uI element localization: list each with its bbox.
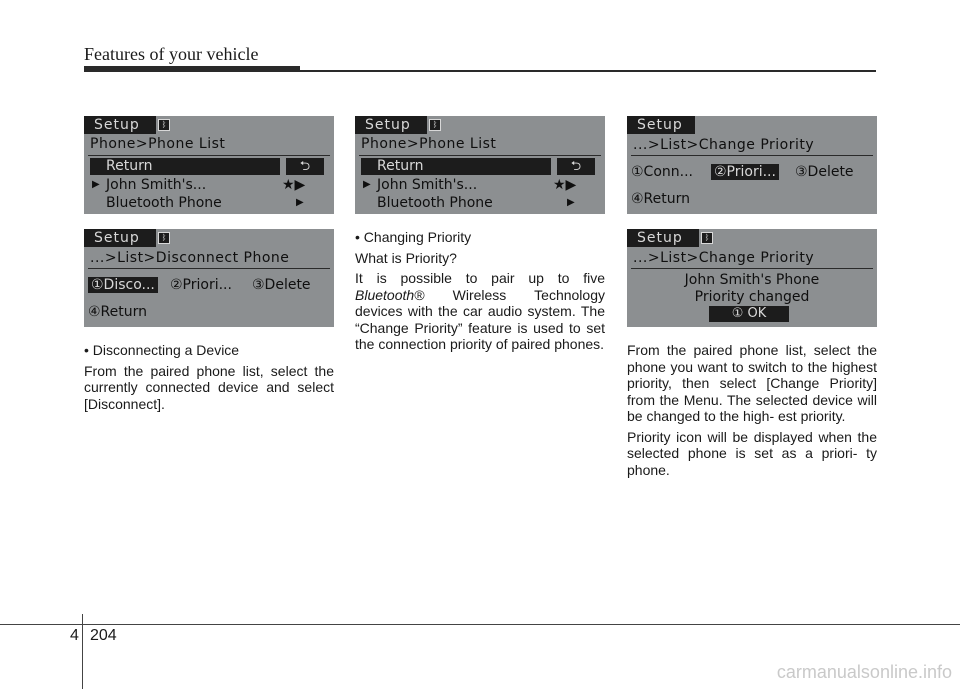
- column-2-text: [355, 229, 605, 357]
- screen-title: ...>List>Disconnect Phone: [90, 250, 290, 266]
- screen-disconnect-phone: [84, 229, 334, 327]
- bluetooth-icon: ᛒ: [701, 232, 713, 244]
- right-arrow-icon: ▶: [567, 197, 575, 208]
- section-number: 4: [70, 627, 79, 644]
- priority-changed-line: Priority changed: [694, 289, 810, 305]
- bullet-changing-priority: • Changing Priority: [355, 229, 472, 245]
- para-disconnecting: From the paired phone list, select the currently connected device and select [Disconnect].: [84, 362, 334, 412]
- screen-title: Phone>Phone List: [361, 136, 497, 152]
- star-icon: ★▶: [282, 177, 306, 193]
- star-icon: ★▶: [553, 177, 577, 193]
- footer-rule: [0, 624, 960, 625]
- option-return: ④Return: [88, 304, 148, 320]
- back-icon: ⮌: [286, 158, 324, 175]
- setup-tab: Setup: [84, 116, 156, 134]
- screen-title: Phone>Phone List: [90, 136, 226, 152]
- title-underline: [88, 155, 330, 156]
- right-arrow-icon: ▶: [363, 179, 371, 190]
- return-selected: Return: [361, 158, 551, 175]
- column-1-text: [84, 342, 334, 416]
- watermark: carmanualsonline.info: [776, 662, 952, 682]
- option-disconnect-selected: ①Disco...: [88, 276, 158, 294]
- screen-phone-list-1: [84, 116, 334, 214]
- screen-priority-changed: [627, 229, 877, 327]
- list-item-bluetooth: Bluetooth Phone: [106, 195, 222, 211]
- screen-title: ...>List>Change Priority: [633, 250, 815, 266]
- setup-tab: Setup: [627, 229, 699, 247]
- option-priority-selected: ②Priori...: [711, 163, 779, 181]
- option-delete: ③Delete: [795, 164, 854, 180]
- para-priority-icon: Priority icon will be displayed when the selected phone is set as a priori- ty phone.: [627, 428, 877, 478]
- page-header-title: Features of your vehicle: [84, 44, 259, 64]
- bluetooth-icon: ᛒ: [158, 119, 170, 131]
- back-icon: ⮌: [557, 158, 595, 175]
- list-item-bluetooth: Bluetooth Phone: [377, 195, 493, 211]
- bluetooth-icon: ᛒ: [158, 232, 170, 244]
- column-3-text: [627, 342, 877, 482]
- option-priority: ②Priori...: [170, 277, 232, 293]
- setup-tab: Setup: [84, 229, 156, 247]
- phone-name-line: John Smith's Phone: [684, 272, 820, 288]
- para-change-priority-steps: From the paired phone list, select the phone you want to switch to the highest priority, then select [Change Priority] from the Menu. The selected device will be changed to the high- est priority.: [627, 342, 877, 424]
- screen-phone-list-2: [355, 116, 605, 214]
- title-underline: [359, 155, 601, 156]
- bluetooth-trademark: Bluetooth®: [355, 286, 425, 303]
- right-arrow-icon: ▶: [92, 179, 100, 190]
- option-delete: ③Delete: [252, 277, 311, 293]
- title-underline: [631, 155, 873, 156]
- title-underline: [88, 268, 330, 269]
- header-rule: [300, 70, 876, 72]
- footer-divider: [82, 614, 83, 689]
- return-selected: Return: [90, 158, 280, 175]
- ok-button: ① OK: [709, 306, 789, 322]
- setup-tab: Setup: [355, 116, 427, 134]
- option-return: ④Return: [631, 191, 691, 207]
- screen-change-priority: [627, 116, 877, 214]
- list-item-john: John Smith's...: [106, 177, 207, 193]
- setup-tab: Setup: [627, 116, 695, 134]
- para-priority: It is possible to pair up to five Bluetooth® Wireless Technology devices with the car audio system. The “Change Priority” feature is used to set the connection priority of paired phones.: [355, 270, 605, 352]
- right-arrow-icon: ▶: [296, 197, 304, 208]
- bluetooth-icon: ᛒ: [429, 119, 441, 131]
- page-number: 204: [90, 627, 117, 644]
- screen-title: ...>List>Change Priority: [633, 137, 815, 153]
- list-item-john: John Smith's...: [377, 177, 478, 193]
- header-bar: [84, 66, 300, 72]
- title-underline: [631, 268, 873, 269]
- question-priority: What is Priority?: [355, 249, 457, 266]
- option-connect: ①Conn...: [631, 164, 693, 180]
- bullet-disconnecting: • Disconnecting a Device: [84, 342, 240, 358]
